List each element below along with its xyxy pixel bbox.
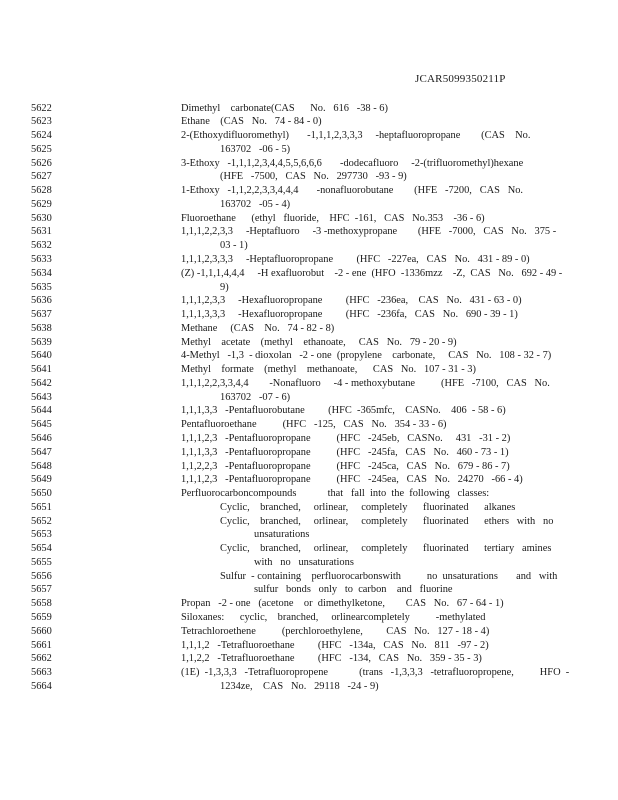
line-number: 5649: [31, 474, 52, 486]
line-number: 5653: [31, 529, 52, 541]
document-line: [0, 322, 618, 336]
document-line: [0, 212, 618, 226]
line-text: 3-Ethoxy -1,1,1,2,3,4,4,5,5,6,6,6 -dodecafluoro -2-(trifluoromethyl)hexane: [181, 157, 524, 169]
line-text: 1,1,1,2,2,3,3 -Heptafluoro -3 -methoxypropane (HFE -7000, CAS No. 375 -: [181, 226, 557, 238]
line-number: 5661: [31, 639, 52, 651]
document-line: [0, 583, 618, 597]
line-text: Pentafluoroethane (HFC -125, CAS No. 354 - 33 - 6): [181, 419, 447, 431]
line-text: Methyl acetate (methyl ethanoate, CAS No. 79 - 20 - 9): [181, 336, 457, 348]
document-line: [0, 556, 618, 570]
line-text: 1,1,1,3,3 -Pentafluoropropane (HFC -245fa, CAS No. 460 - 73 - 1): [181, 446, 509, 458]
document-line: [0, 611, 618, 625]
document-line: [0, 515, 618, 529]
line-number: 5645: [31, 419, 52, 431]
line-number: 5662: [31, 653, 52, 665]
line-number: 5651: [31, 501, 52, 513]
line-number: 5627: [31, 171, 52, 183]
line-text: Methane (CAS No. 74 - 82 - 8): [181, 322, 335, 334]
line-number: 5648: [31, 460, 52, 472]
document-line: [0, 432, 618, 446]
line-number: 5638: [31, 322, 52, 334]
line-number: 5624: [31, 130, 52, 142]
line-number: 5655: [31, 556, 52, 568]
line-text: 1,1,1,2,3,3 -Hexafluoropropane (HFC -236ea, CAS No. 431 - 63 - 0): [181, 295, 522, 307]
line-number: 5654: [31, 543, 52, 555]
line-text: 1,1,1,2,3,3,3 -Heptafluoropropane (HFC -227ea, CAS No. 431 - 89 - 0): [181, 253, 530, 265]
line-text: 163702 -05 - 4): [220, 198, 291, 210]
document-line: [0, 267, 618, 281]
line-text: with no unsaturations: [254, 556, 354, 568]
line-number: 5637: [31, 309, 52, 321]
line-number: 5650: [31, 488, 52, 500]
line-text: 163702 -06 - 5): [220, 143, 291, 155]
line-text: Cyclic, branched, orlinear, completely fluorinated ethers with no: [220, 515, 554, 527]
line-number: 5641: [31, 364, 52, 376]
line-number: 5630: [31, 212, 52, 224]
line-number: 5647: [31, 446, 52, 458]
line-text: 2-(Ethoxydifluoromethyl) -1,1,1,2,3,3,3 -heptafluoropropane (CAS No.: [181, 130, 531, 142]
line-text: 1,1,1,2 -Tetrafluoroethane (HFC -134a, CAS No. 811 -97 - 2): [181, 639, 489, 651]
document-line: [0, 239, 618, 253]
line-text: 1,1,1,3,3 -Pentafluorobutane (HFC -365mfc, CASNo. 406 - 58 - 6): [181, 405, 506, 417]
line-text: unsaturations: [254, 529, 310, 541]
line-text: 1-Ethoxy -1,1,2,2,3,3,4,4,4 -nonafluorobutane (HFE -7200, CAS No.: [181, 185, 523, 197]
document-line: [0, 460, 618, 474]
document-line: [0, 170, 618, 184]
document-line: [0, 102, 618, 116]
document-line: [0, 184, 618, 198]
line-text: Propan -2 - one (acetone or dimethylketone, CAS No. 67 - 64 - 1): [181, 598, 504, 610]
line-number: 5623: [31, 116, 52, 128]
line-number: 5632: [31, 240, 52, 252]
line-text: (Z) -1,1,1,4,4,4 -H exafluorobut -2 - ene (HFO -1336mzz -Z, CAS No. 692 - 49 -: [181, 267, 563, 279]
line-text: (HFE -7500, CAS No. 297730 -93 - 9): [220, 171, 407, 183]
line-text: Cyclic, branched, orlinear, completely fluorinated tertiary amines: [220, 543, 552, 555]
document-line: [0, 336, 618, 350]
line-number: 5659: [31, 611, 52, 623]
line-text: 163702 -07 - 6): [220, 391, 291, 403]
line-number: 5642: [31, 377, 52, 389]
document-line: [0, 528, 618, 542]
document-line: [0, 680, 618, 694]
document-line: [0, 542, 618, 556]
line-number: 5631: [31, 226, 52, 238]
document-line: [0, 349, 618, 363]
line-number: 5644: [31, 405, 52, 417]
document-line: [0, 363, 618, 377]
line-text: 1,1,1,3,3,3 -Hexafluoropropane (HFC -236fa, CAS No. 690 - 39 - 1): [181, 309, 518, 321]
line-text: 1,1,2,2,3 -Pentafluoropropane (HFC -245ca, CAS No. 679 - 86 - 7): [181, 460, 510, 472]
document-line: [0, 391, 618, 405]
line-number: 5634: [31, 267, 52, 279]
document-line: [0, 225, 618, 239]
document-line: [0, 570, 618, 584]
document-line: [0, 404, 618, 418]
line-number: 5663: [31, 667, 52, 679]
line-text: 9): [220, 281, 229, 293]
document-line: [0, 281, 618, 295]
document-line: [0, 666, 618, 680]
line-text: sulfur bonds only to carbon and fluorine: [254, 584, 453, 596]
line-text: Tetrachloroethene (perchloroethylene, CAS No. 127 - 18 - 4): [181, 625, 490, 637]
line-text: 1,1,1,2,2,3,3,4,4 -Nonafluoro -4 - methoxybutane (HFE -7100, CAS No.: [181, 377, 550, 389]
document-line: [0, 115, 618, 129]
document-line: [0, 253, 618, 267]
line-number: 5622: [31, 102, 52, 114]
line-number: 5652: [31, 515, 52, 527]
line-number: 5636: [31, 295, 52, 307]
line-number: 5657: [31, 584, 52, 596]
document-line: [0, 652, 618, 666]
line-text: Sulfur - containing perfluorocarbonswith no unsaturations and with: [220, 570, 558, 582]
document-line: [0, 597, 618, 611]
document-line: [0, 418, 618, 432]
line-text: Cyclic, branched, orlinear, completely fluorinated alkanes: [220, 501, 516, 513]
line-text: 1,1,2,2 -Tetrafluoroethane (HFC -134, CAS No. 359 - 35 - 3): [181, 653, 482, 665]
line-number: 5664: [31, 680, 52, 692]
line-text: Perfluorocarboncompounds that fall into the following classes:: [181, 488, 490, 500]
document-line: [0, 308, 618, 322]
document-line: [0, 625, 618, 639]
line-text: 03 - 1): [220, 240, 248, 252]
line-number: 5628: [31, 185, 52, 197]
document-line: [0, 294, 618, 308]
line-number: 5626: [31, 157, 52, 169]
document-line: [0, 446, 618, 460]
document-line: [0, 487, 618, 501]
document-line: [0, 377, 618, 391]
line-number: 5633: [31, 253, 52, 265]
line-number: 5639: [31, 336, 52, 348]
line-text: (1E) -1,3,3,3 -Tetrafluoropropene (trans -1,3,3,3 -tetrafluoropropene, HFO -: [181, 667, 570, 679]
line-text: 1234ze, CAS No. 29118 -24 - 9): [220, 680, 379, 692]
line-text: 4-Methyl -1,3 - dioxolan -2 - one (propylene carbonate, CAS No. 108 - 32 - 7): [181, 350, 552, 362]
document-line: [0, 129, 618, 143]
line-text: Siloxanes: cyclic, branched, orlinearcompletely -methylated: [181, 611, 486, 623]
line-number: 5643: [31, 391, 52, 403]
line-text: 1,1,1,2,3 -Pentafluoropropane (HFC -245ea, CAS No. 24270 -66 - 4): [181, 474, 523, 486]
line-number: 5640: [31, 350, 52, 362]
line-text: Ethane (CAS No. 74 - 84 - 0): [181, 116, 322, 128]
line-text: 1,1,1,2,3 -Pentafluoropropane (HFC -245eb, CASNo. 431 -31 - 2): [181, 432, 511, 444]
line-text: Fluoroethane (ethyl fluoride, HFC -161, CAS No.353 -36 - 6): [181, 212, 485, 224]
document-line: [0, 157, 618, 171]
line-number: 5629: [31, 198, 52, 210]
line-number: 5660: [31, 625, 52, 637]
document-line: [0, 198, 618, 212]
line-number: 5656: [31, 570, 52, 582]
document-line: [0, 473, 618, 487]
line-text: Dimethyl carbonate(CAS No. 616 -38 - 6): [181, 102, 388, 114]
document-id: JCAR5099350211P: [415, 73, 506, 85]
document-line: [0, 639, 618, 653]
document-line: [0, 501, 618, 515]
line-number: 5635: [31, 281, 52, 293]
line-number: 5658: [31, 598, 52, 610]
document-line: [0, 143, 618, 157]
line-text: Methyl formate (methyl methanoate, CAS No. 107 - 31 - 3): [181, 364, 476, 376]
line-number: 5625: [31, 143, 52, 155]
line-number: 5646: [31, 432, 52, 444]
